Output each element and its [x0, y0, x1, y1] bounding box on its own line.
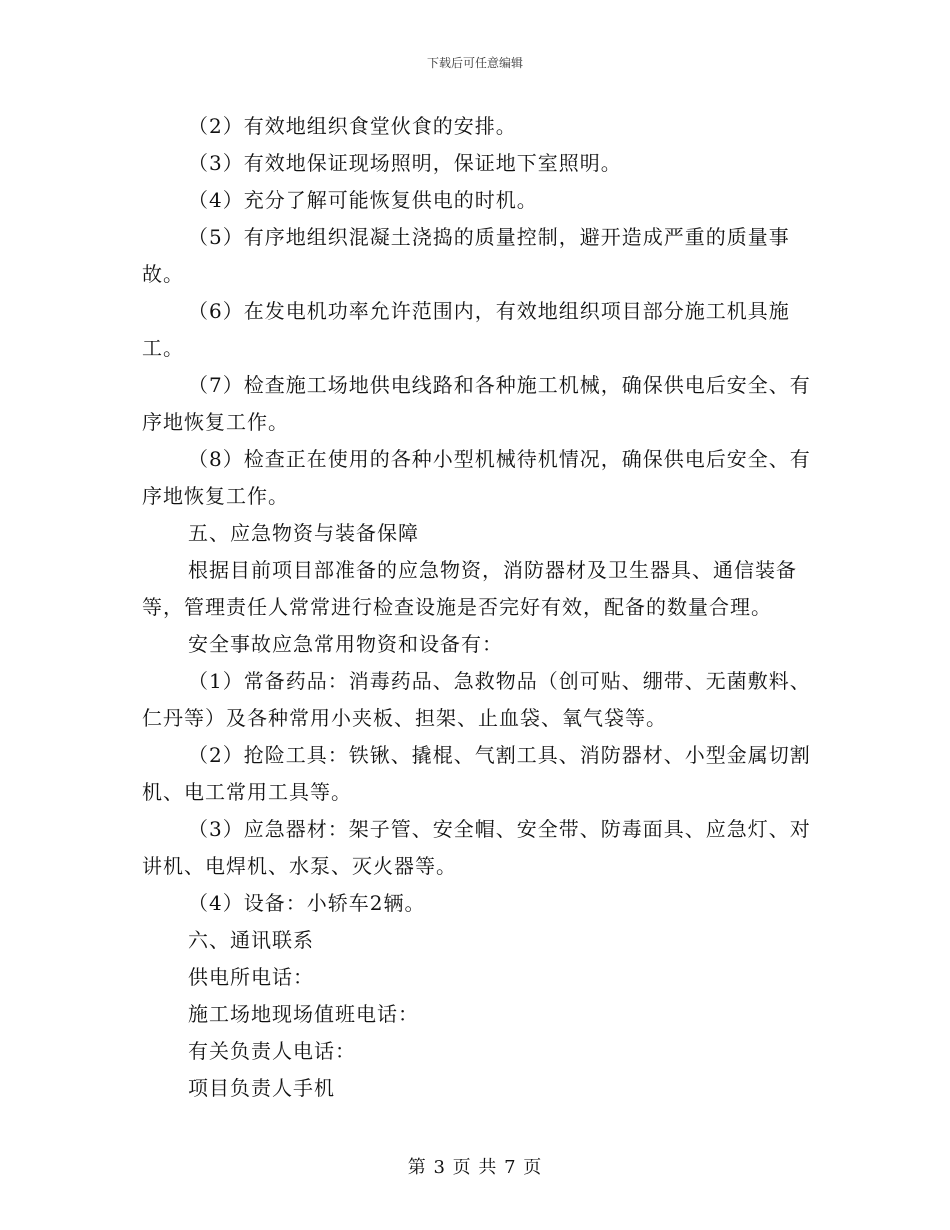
list-item-5: （5）有序地组织混凝土浇捣的质量控制，避开造成严重的质量事故。	[142, 225, 790, 286]
contact-line: 有关负责人电话：	[188, 1039, 356, 1063]
list-item-2: （2）有效地组织食堂伙食的安排。	[188, 114, 517, 138]
supply-item-2: （2）抢险工具：铁锹、撬棍、气割工具、消防器材、小型金属切割机、电工常用工具等。	[142, 743, 811, 804]
contact-line: 施工场地现场值班电话：	[188, 1002, 419, 1026]
page-number: 第 3 页 共 7 页	[407, 1157, 543, 1178]
supply-item-4: （4）设备：小轿车2辆。	[188, 891, 426, 915]
supply-item-3: （3）应急器材：架子管、安全帽、安全带、防毒面具、应急灯、对讲机、电焊机、水泵、灭火器等。	[142, 817, 811, 878]
list-item-7: （7）检查施工场地供电线路和各种施工机械，确保供电后安全、有序地恢复工作。	[142, 373, 811, 434]
list-item-6: （6）在发电机功率允许范围内，有效地组织项目部分施工机具施工。	[142, 299, 790, 360]
section-heading-6: 六、通讯联系	[188, 928, 314, 952]
document-body	[142, 108, 822, 1107]
body-paragraph: 安全事故应急常用物资和设备有：	[188, 632, 503, 656]
section-heading-5: 五、应急物资与装备保障	[188, 521, 419, 545]
list-item-4: （4）充分了解可能恢复供电的时机。	[188, 188, 538, 212]
supply-item-1: （1）常备药品：消毒药品、急救物品（创可贴、绷带、无菌敷料、仁丹等）及各种常用小夹板、担架、止血袋、氧气袋等。	[142, 669, 811, 730]
contact-line: 项目负责人手机	[188, 1076, 335, 1100]
list-item-8: （8）检查正在使用的各种小型机械待机情况，确保供电后安全、有序地恢复工作。	[142, 447, 811, 508]
contact-line: 供电所电话：	[188, 965, 314, 989]
list-item-3: （3）有效地保证现场照明，保证地下室照明。	[188, 151, 622, 175]
body-paragraph: 根据目前项目部准备的应急物资，消防器材及卫生器具、通信装备等，管理责任人常常进行检查设施是否完好有效，配备的数量合理。	[142, 558, 797, 619]
page-header: 下载后可任意编辑	[426, 56, 523, 70]
